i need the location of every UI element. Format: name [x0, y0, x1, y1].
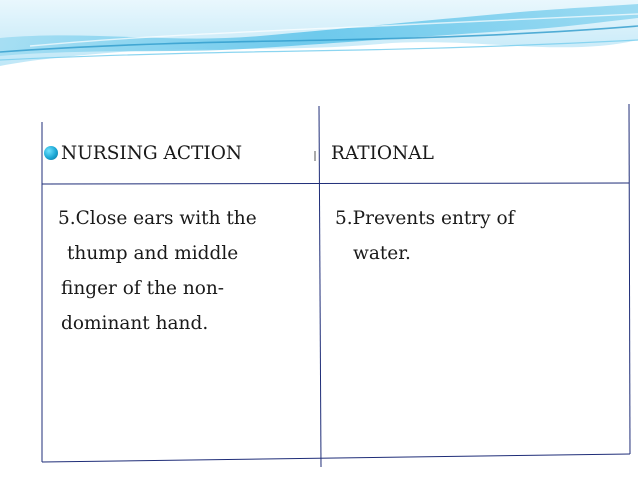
rational-line-1: 5.Prevents entry of	[335, 208, 515, 229]
header-rational: RATIONAL	[331, 143, 434, 164]
nursing-action-line-1: 5.Close ears with the	[58, 208, 257, 229]
horizontal-rule-bottom	[42, 454, 630, 462]
vertical-rule-center	[319, 106, 321, 467]
nursing-action-line-3: finger of the non-	[61, 278, 225, 299]
rational-line-2: water.	[353, 243, 411, 264]
horizontal-rule-header	[42, 183, 629, 184]
decorative-wave-banner	[0, 0, 638, 78]
nursing-action-line-2: thump and middle	[67, 243, 239, 264]
nursing-action-line-4: dominant hand.	[61, 313, 209, 334]
header-nursing-action: NURSING ACTION	[61, 143, 243, 164]
vertical-rule-right	[629, 104, 630, 454]
bullet-icon	[44, 146, 58, 160]
